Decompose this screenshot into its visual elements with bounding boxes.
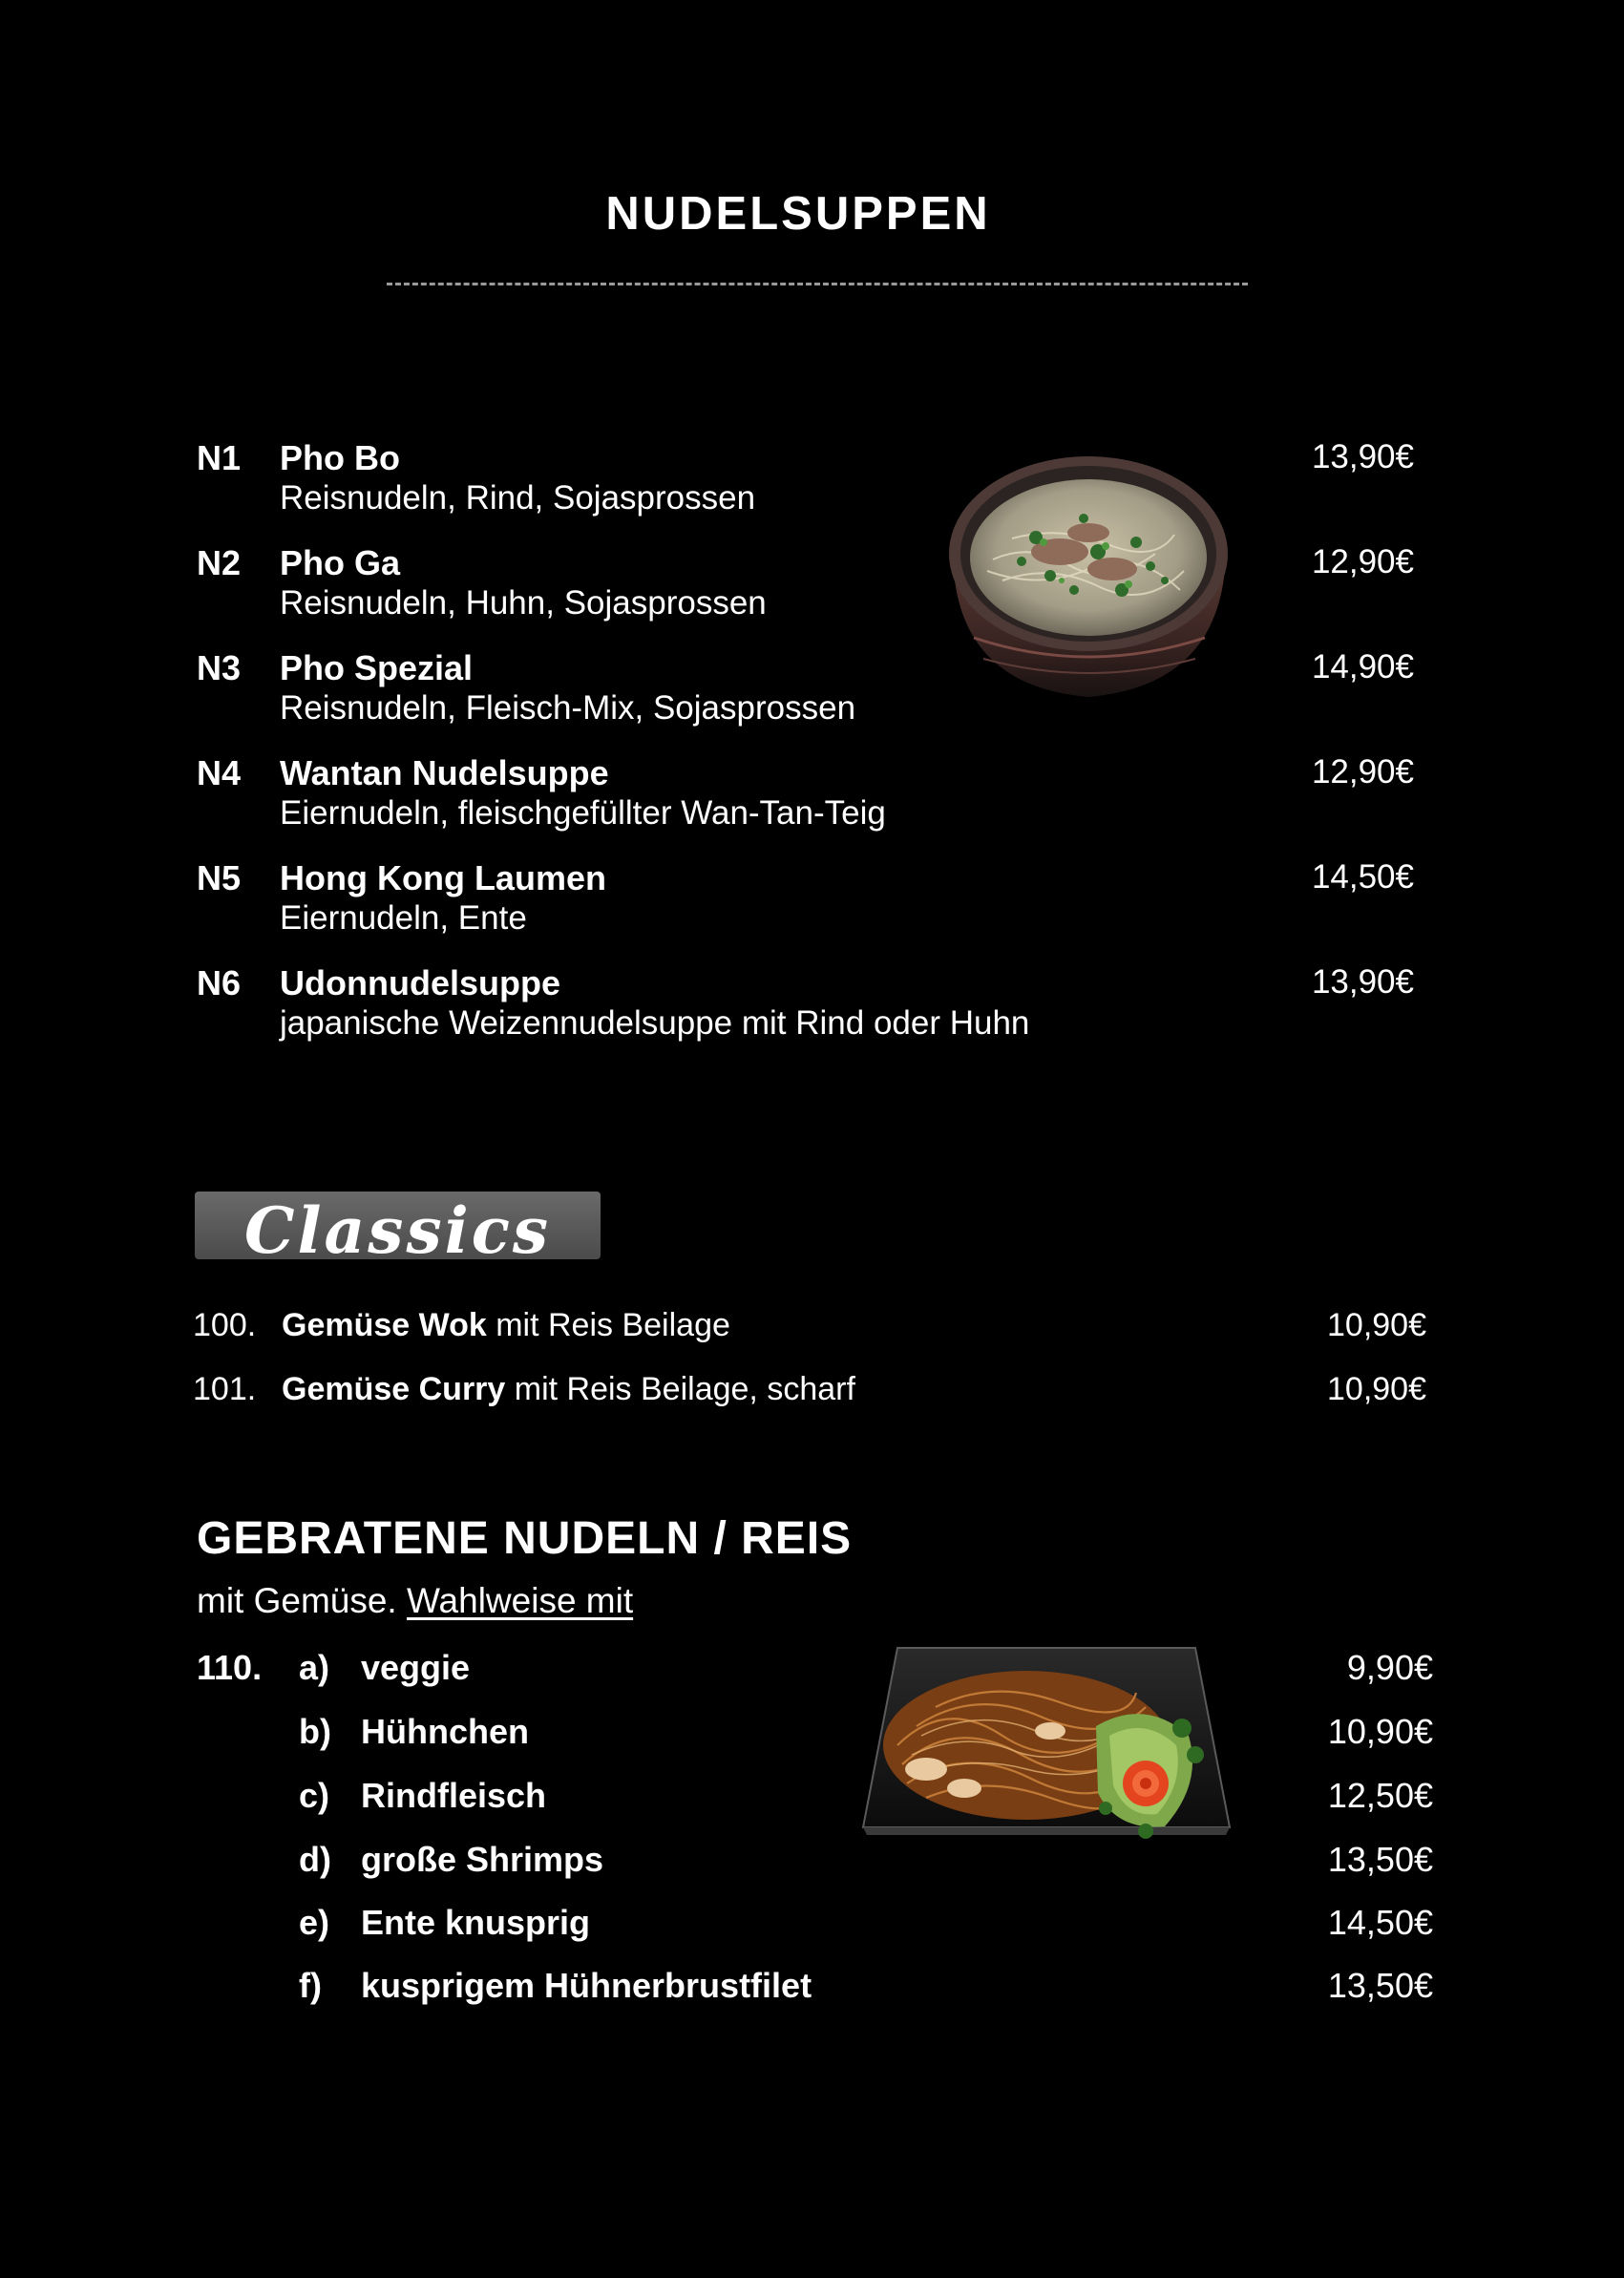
item-name: Udonnudelsuppe — [280, 963, 560, 1002]
option-price: 13,50€ — [1327, 1966, 1433, 2005]
option-price: 13,50€ — [1327, 1840, 1433, 1879]
menu-item-101 — [0, 1371, 1624, 1419]
item-name: Hong Kong Laumen — [280, 858, 606, 897]
option-name: große Shrimps — [361, 1840, 604, 1879]
option-letter: b) — [299, 1712, 331, 1751]
option-letter: e) — [299, 1903, 330, 1942]
menu-option-d — [0, 1840, 1624, 1897]
classics-title: Classics — [243, 1193, 552, 1268]
item-name: Pho Bo — [280, 438, 400, 477]
item-number: 101. — [193, 1371, 257, 1407]
item-price: 12,90€ — [1311, 543, 1414, 580]
item-label — [282, 1371, 855, 1408]
option-name: Hühnchen — [361, 1712, 529, 1751]
item-code: N5 — [197, 858, 242, 897]
item-label — [282, 1307, 730, 1344]
item-description: Eiernudeln, fleischgefüllter Wan-Tan-Teig — [280, 794, 886, 832]
item-description: Reisnudeln, Fleisch-Mix, Sojasprossen — [280, 689, 856, 727]
option-letter: f) — [299, 1966, 322, 2005]
fried-noodles-plate-image — [859, 1640, 1232, 1855]
item-code: N4 — [197, 753, 242, 792]
menu-item-n2 — [0, 543, 1624, 639]
item-name: Gemüse Wok — [282, 1307, 487, 1343]
option-price: 14,50€ — [1327, 1903, 1433, 1942]
item-price: 10,90€ — [1327, 1307, 1426, 1343]
item-number: 100. — [193, 1307, 257, 1343]
item-description: Reisnudeln, Rind, Sojasprossen — [280, 479, 756, 517]
item-detail: mit Reis Beilage — [486, 1307, 730, 1343]
option-price: 9,90€ — [1346, 1648, 1433, 1687]
item-name: Pho Spezial — [280, 648, 474, 687]
option-name: Ente knusprig — [361, 1903, 591, 1942]
option-letter: d) — [299, 1840, 331, 1879]
section-subtitle — [197, 1581, 633, 1621]
option-letter: a) — [299, 1648, 330, 1687]
menu-item-n4 — [0, 753, 1624, 849]
item-price: 14,90€ — [1311, 648, 1414, 686]
item-price: 13,90€ — [1311, 438, 1414, 475]
menu-option-f — [0, 1966, 1624, 2023]
menu-item-n1 — [0, 438, 1624, 534]
item-description: Reisnudeln, Huhn, Sojasprossen — [280, 584, 767, 622]
option-price: 10,90€ — [1327, 1712, 1433, 1751]
subtitle-underlined: Wahlweise mit — [407, 1581, 634, 1620]
menu-item-n5 — [0, 858, 1624, 954]
classics-banner — [195, 1192, 601, 1268]
pho-soup-bowl-image — [945, 447, 1232, 705]
menu-option-a — [0, 1648, 1624, 1705]
menu-item-n3 — [0, 648, 1624, 744]
menu-item-100 — [0, 1307, 1624, 1355]
section-title-nudelsuppen: NUDELSUPPEN — [605, 188, 991, 240]
item-description: japanische Weizennudelsuppe mit Rind oder Huhn — [280, 1004, 1030, 1042]
item-price: 10,90€ — [1327, 1371, 1426, 1407]
menu-option-b — [0, 1712, 1624, 1769]
item-number: 110. — [197, 1648, 263, 1687]
option-name: kusprigem Hühnerbrustfilet — [361, 1966, 812, 2005]
dashed-divider — [387, 283, 1248, 285]
item-name: Pho Ga — [280, 543, 401, 582]
item-description: Eiernudeln, Ente — [280, 899, 527, 937]
menu-option-c — [0, 1776, 1624, 1833]
section-title-gebratene: GEBRATENE NUDELN / REIS — [197, 1513, 853, 1564]
item-code: N2 — [197, 543, 242, 582]
subtitle-prefix: mit Gemüse. — [197, 1581, 407, 1620]
option-name: veggie — [361, 1648, 471, 1687]
item-name: Gemüse Curry — [282, 1371, 506, 1407]
menu-item-n6 — [0, 963, 1624, 1059]
item-detail: mit Reis Beilage, scharf — [505, 1371, 855, 1407]
option-name: Rindfleisch — [361, 1776, 547, 1815]
item-code: N6 — [197, 963, 242, 1002]
item-price: 14,50€ — [1311, 858, 1414, 896]
item-price: 12,90€ — [1311, 753, 1414, 791]
item-price: 13,90€ — [1311, 963, 1414, 1001]
item-code: N1 — [197, 438, 242, 477]
option-letter: c) — [299, 1776, 330, 1815]
option-price: 12,50€ — [1327, 1776, 1433, 1815]
menu-option-e — [0, 1903, 1624, 1960]
item-code: N3 — [197, 648, 242, 687]
item-name: Wantan Nudelsuppe — [280, 753, 609, 792]
